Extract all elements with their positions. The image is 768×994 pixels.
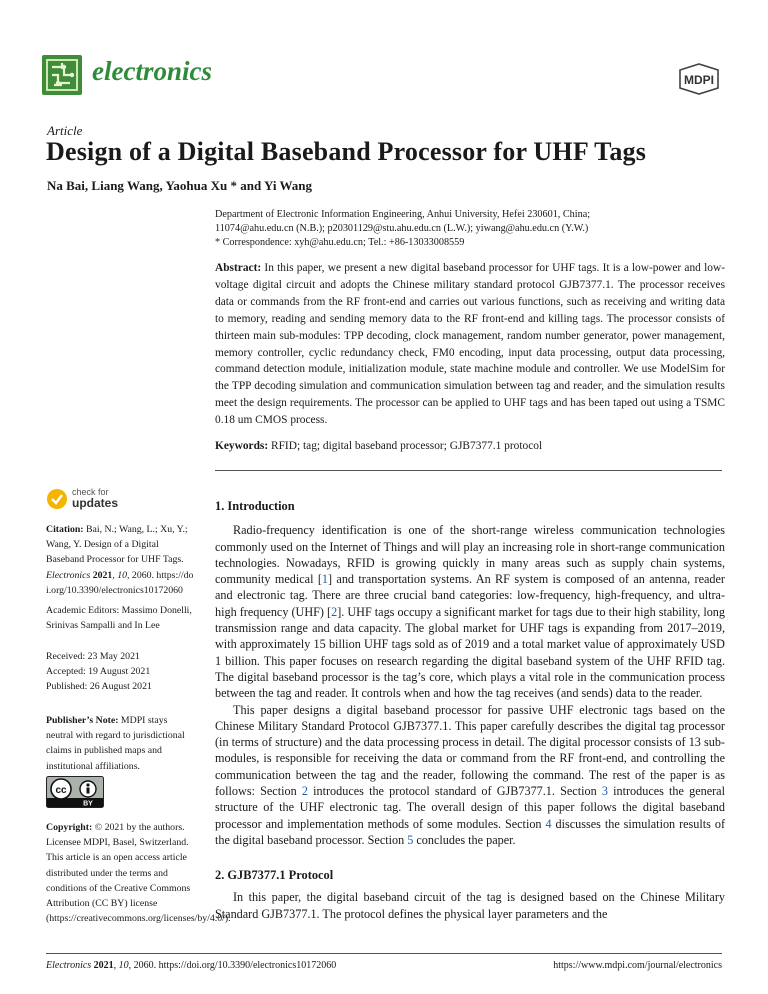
citation-journal: Electronics [46,569,91,581]
publisher-note-text: MDPI stays neutral with regard to jurisdictional claims in published maps and institutional affiliations. [46,715,185,772]
check-updates-icon [46,488,68,510]
cc-license-badge[interactable] [46,776,104,808]
journal-name: electronics [92,56,212,86]
abstract [215,260,725,429]
section-link[interactable]: 3 [601,784,608,799]
copyright-text: © 2021 by the authors. Licensee MDPI, Basel, Switzerland. This article is an open access article distributed under the terms and conditions of the Creative Commons Attribution (CC BY) license (https://creativecommons.org/licenses/by/4.0/). [46,822,231,925]
publisher-name: MDPI [684,73,714,87]
section-link[interactable]: 2 [301,784,308,799]
article-type: Article [47,123,83,138]
divider [215,470,722,471]
correspondence: * Correspondence: xyh@ahu.edu.cn; Tel.: +86-13033008559 [215,237,465,248]
section-heading: 1. Introduction [215,499,295,513]
journal-logo-icon [42,55,82,95]
citation-year: 2021 [92,569,113,581]
creative-commons-icon [46,776,104,808]
publisher-note-label: Publisher’s Note: [46,715,119,726]
abstract-label: Abstract: [215,262,262,274]
footer-divider [46,953,722,954]
section-protocol [215,867,725,922]
publisher-note [46,713,196,774]
affiliation-emails: 11074@ahu.edu.cn (N.B.); p20301129@stu.ahu.edu.cn (L.W.); yiwang@ahu.edu.cn (Y.W.) [215,223,589,234]
keywords [215,440,725,452]
reference-link[interactable]: 2 [331,604,338,619]
page-title: Design of a Digital Baseband Processor for UHF Tags [46,137,647,166]
cc-by-label: BY [83,800,93,808]
copyright [46,820,231,926]
check-for-updates-button[interactable] [46,485,166,515]
published-date: Published: 26 August 2021 [46,681,152,693]
updates-label: updates [72,496,119,510]
affiliation-line: Department of Electronic Information Engineering, Anhui University, Hefei 230601, China; [215,209,591,220]
citation-pages: , 2060. [127,569,154,581]
paragraph: In this paper, the digital baseband circuit of the tag is designed based on the Chinese Military Standard GJB7377.1. The protocol defines the physical layer parameters and the [215,890,725,921]
paragraph: Radio-frequency identification is one of the short-range wireless communication technologies commonly used on the Internet of Things and will play an increasing role in short-range communication technologies. Nowadays, RFID is growing quickly in many areas such as supply chain systems, community medical [1] and transportation systems. An RF system is composed of an antenna, reader and electronic tag. There are three crucial band categories: low-frequency, high-frequency, and ultra-high frequency (UHF) [2]. UHF tags occupy a significant market for tags due to their high stability, long transmission range and data capacity. The global market for UHF tags is expanding from 2017–2019, with approximately 15 billion UHF tags sold as of 2019 and a total market value of approximately USD 1 billion. This paper focuses on research regarding the digital baseband system of the UHF RFID tag. The digital baseband processor is the tag’s core, which plays a vital role in the communication process between the tag and reader. It controls when and how the tag receives (and sends) data to the reader. [215,523,725,701]
section-link[interactable]: 4 [545,816,552,831]
paragraph: This paper designs a digital baseband processor for passive UHF electronic tags based on the Chinese Military Standard Protocol GJB7377.1. This paper carefully describes the digital tag processor (in terms of structure) and the data processing process in detail. The digital processor consists of 13 sub-modules, is responsible for receiving the data or command from the RF front-end, and controlling the communication between the tag and the reader, following the command. The rest of the paper is as follows: Section 2 introduces the protocol standard of GJB7377.1. Section 3 introduces the general structure of the UHF electronic tag. The overall design of this paper follows the digital baseband processor and implementation methods of some modules. Section 4 discusses the simulation results of the digital baseband processor. Section 5 concludes the paper. [215,702,726,847]
citation: Citation: Bai, N.; Wang, L.; Xu, Y.; Wang, Y. Design of a Digital Baseband Processor for UHF Tags. Electronics 2021, 10, 2060. https://doi.org/10.3390/electronics10172060 [46,524,194,596]
keywords-text: RFID; tag; digital baseband processor; GJB7377.1 protocol [268,440,543,452]
reference-link[interactable]: 1 [321,572,328,587]
section-link[interactable]: 5 [407,832,414,847]
authors: Na Bai, Liang Wang, Yaohua Xu * and Yi Wang [47,178,313,193]
citation-label: Citation: [46,524,84,535]
footer-citation: Electronics 2021, 10, 2060. https://doi.org/10.3390/electronics10172060 [46,960,337,971]
citation-volume: 10 [117,569,128,581]
section-introduction [215,498,725,848]
dates [46,649,196,695]
svg-text:cc: cc [55,785,67,796]
academic-editors: Academic Editors: Massimo Donelli, Srinivas Sampalli and In Lee [46,605,192,632]
check-for-label: check for [72,487,109,497]
mdpi-logo-icon [676,62,722,96]
copyright-label: Copyright: [46,822,93,833]
accepted-date: Accepted: 19 August 2021 [46,666,151,678]
section-heading: 2. GJB7377.1 Protocol [215,868,334,882]
keywords-label: Keywords: [215,440,269,452]
affiliations [215,208,725,250]
abstract-text: In this paper, we present a new digital baseband processor for UHF tags. It is a low-power and low-voltage digital circuit and adopts the Chinese military standard protocol GJB7377.1. The processor receives data or commands from the RF front-end and carries out various functions, such as receiving and writing data to memory, reading and sending memory data to the RF front-end and killing tags. The processor consists of thirteen main sub-modules: TPP decoding, clock management, random number generator, power management, memory controller, cyclic redundancy check, FM0 encoding, input data processing, output data processing, command detection module, initialization module, state machine module and controller. We use ModelSim for the TPP decoding simulation and communication simulation between tag and reader, and the simulation results meet the design requirements. The processor can be applied to UHF tags and has been taped out using a TSMC 0.18 um CMOS process. [215,262,725,427]
citation-doi-link[interactable]: https://doi.org/10.3390/electronics10172060 [46,569,194,596]
citation-text: Bai, N.; Wang, L.; Xu, Y.; Wang, Y. Design of a Digital Baseband Processor for UHF Tags. [46,524,188,566]
received-date: Received: 23 May 2021 [46,651,140,662]
journal-url-link[interactable]: https://www.mdpi.com/journal/electronics [553,960,722,971]
